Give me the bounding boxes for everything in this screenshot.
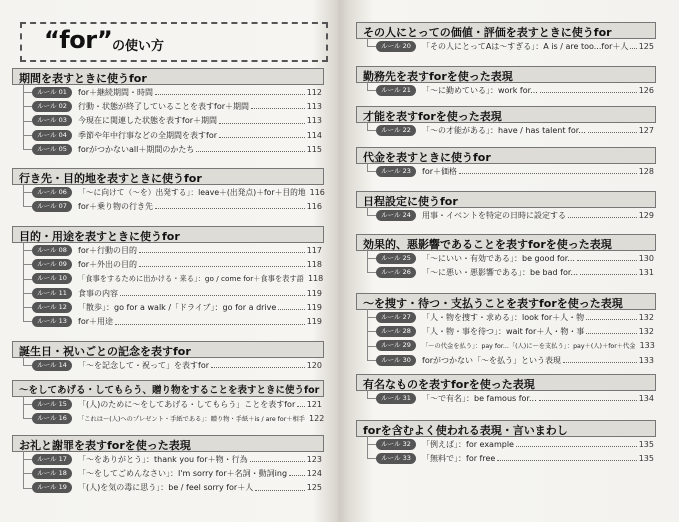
rule-text: 「これは～(人)へのプレゼント・手紙である」：贈り物・手紙＋is / are for＋相手 [78,415,306,423]
tree-branch [367,317,376,318]
rule-text: for＋用途 [78,317,113,327]
toc-rule-row[interactable] [356,451,656,465]
page-number: 134 [638,393,654,403]
tree-branch [23,279,32,280]
toc-rule-row[interactable] [356,339,656,353]
section-heading: 誕生日・祝いごとの記念を表すfor [12,341,324,358]
rule-tag: ルール 12 [32,302,72,313]
section-heading: 効果的、悪影響であることを表すforを使った表現 [356,234,656,251]
page-number: 133 [638,355,654,365]
toc-rule-row[interactable] [356,164,656,178]
rule-text: 食事の内容 [78,288,118,298]
leader-dots [155,89,305,95]
page-number: 133 [639,341,655,351]
rule-text: for＋外出の目的 [78,259,137,269]
leader-dots [120,290,305,296]
toc-rule-row[interactable] [356,251,656,265]
toc-rule-row[interactable] [356,437,656,451]
toc-rule-row[interactable] [12,99,324,113]
tree-branch [23,473,32,474]
rule-text: forがつかない「～を払う」という表現 [422,355,561,365]
page-number: 126 [638,85,654,95]
rule-tag: ルール 08 [32,245,72,256]
toc-rule-row[interactable] [12,257,324,271]
section-heading: お礼と謝罪を表すforを使った表現 [12,435,324,452]
tree-branch [367,272,376,273]
toc-rule-row[interactable] [356,39,656,53]
page-number: 128 [638,166,654,176]
leader-dots [586,314,637,320]
page-number: 122 [309,413,325,423]
leader-dots [196,146,304,152]
toc-section [356,374,656,405]
tree-branch [367,360,376,361]
page-number: 120 [306,360,322,370]
page-number: 129 [638,210,654,220]
leader-dots [630,43,636,49]
toc-section [356,147,656,178]
tree-branch [23,365,32,366]
toc-rule-row[interactable] [12,358,324,372]
toc-section [12,68,324,156]
rule-tag: ルール 13 [32,316,72,327]
rule-tag: ルール 30 [376,355,416,366]
tree-branch [23,488,32,489]
rule-text: 「～を記念して・祝って」を表すfor [78,360,209,370]
rule-tag: ルール 18 [32,468,72,479]
page-number: 116 [306,201,322,211]
toc-rule-row[interactable] [12,142,324,156]
rule-tag: ルール 06 [32,187,72,198]
tree-branch [367,444,376,445]
rule-tag: ルール 11 [32,288,72,299]
rule-text: 「～に向けて（～を）出発する」：leave＋(出発点)＋for＋目的地 [78,187,306,197]
leader-dots [539,395,637,401]
rule-tag: ルール 23 [376,166,416,177]
tree-branch [23,92,32,93]
toc-rule-row[interactable] [356,310,656,324]
toc-rule-row[interactable] [356,208,656,222]
tree-branch [367,46,376,47]
title-box [20,22,328,62]
title-rest: の使い方 [112,39,165,54]
left-page [12,0,324,522]
toc-rule-row[interactable] [12,286,324,300]
rule-text: 「人・物・事を待つ」：wait for＋人・物・事 [422,326,585,336]
rule-text: for＋継続期間・時間 [78,87,153,97]
toc-section [356,106,656,137]
tree-branch [23,106,32,107]
tree-branch [23,250,32,251]
toc-rule-row[interactable] [12,452,324,466]
leader-dots [459,168,637,174]
rule-text: 「散歩」：go for a walk /「ドライブ」：go for a drive [78,302,277,312]
title-for: “for” [44,26,113,54]
rule-text: forがつかないall＋期間のかたち [78,144,195,154]
page-number: 132 [638,326,654,336]
toc-section [12,380,324,426]
page-number: 116 [309,187,325,197]
toc-rule-row[interactable] [12,411,324,425]
section-heading: 期間を表すときに使うfor [12,68,324,85]
rule-text: for＋価格 [422,166,457,176]
toc-rule-row[interactable] [356,324,656,338]
right-page [356,0,656,522]
rule-text: 「人・物を捜す・求める」：look for＋人・物 [422,312,585,322]
toc-section [356,293,656,367]
toc-section [356,420,656,466]
page-number: 124 [306,468,322,478]
leader-dots [586,328,636,334]
leader-dots [139,261,305,267]
tree-branch [23,321,32,322]
toc-rule-row[interactable] [12,199,324,213]
rule-tag: ルール 17 [32,454,72,465]
leader-dots [278,304,304,310]
rule-tag: ルール 14 [32,360,72,371]
leader-dots [516,441,637,447]
leader-dots [289,470,305,476]
rule-tag: ルール 32 [376,439,416,450]
rule-tag: ルール 04 [32,130,72,141]
leader-dots [139,247,305,253]
tree-branch [23,404,32,405]
leader-dots [497,455,636,461]
page-number: 131 [638,267,654,277]
toc-rule-row[interactable] [356,83,656,97]
section-heading: ～をしてあげる・してもらう、贈り物をすることを表すときに使うfor [12,380,324,397]
rule-tag: ルール 16 [32,413,72,424]
leader-dots [568,212,637,218]
tree-branch [23,293,32,294]
rule-tag: ルール 27 [376,312,416,323]
leader-dots [250,456,305,462]
rule-tag: ルール 25 [376,253,416,264]
page-number: 125 [638,41,654,51]
page-number: 117 [306,245,322,255]
section-heading: 才能を表すforを使った表現 [356,106,656,123]
page-number: 125 [306,483,322,493]
leader-dots [540,87,637,93]
rule-text: 今現在に関連した状態を表すfor＋期間 [78,116,217,126]
tree-branch [23,192,32,193]
leader-dots [297,401,304,407]
rule-tag: ルール 24 [376,210,416,221]
toc-rule-row[interactable] [12,185,324,199]
rule-tag: ルール 09 [32,259,72,270]
toc-section [356,191,656,222]
leader-dots [563,357,637,363]
toc-section [356,66,656,97]
leader-dots [580,269,637,275]
rule-text: 「～に悪い・悪影響である」：be bad for... [422,267,579,277]
section-heading: 行き先・目的地を表すときに使うfor [12,168,324,185]
rule-text: 用事・イベントを特定の日時に設定する [422,210,566,220]
toc-rule-row[interactable] [356,353,656,367]
page-number: 115 [306,144,322,154]
page-number: 112 [306,87,322,97]
leader-dots [588,127,637,133]
toc-rule-row[interactable] [12,272,324,286]
toc-section [12,226,324,329]
page-number: 118 [307,274,324,284]
section-heading: その人にとっての価値・評価を表すときに使うfor [356,22,656,39]
toc-rule-row[interactable] [12,128,324,142]
page-number: 127 [638,125,654,135]
page-number: 119 [306,317,322,327]
section-heading: ～を捜す・待つ・支払うことを表すforを使った表現 [356,293,656,310]
page-number: 130 [638,253,654,263]
rule-tag: ルール 21 [376,85,416,96]
page-number: 121 [306,399,322,409]
rule-text: 「～に勤めている」：work for... [422,85,538,95]
tree-branch [367,171,376,172]
rule-tag: ルール 07 [32,201,72,212]
toc-rule-row[interactable] [12,114,324,128]
leader-dots [255,485,304,491]
leader-dots [155,203,305,209]
rule-text: 「無料で」：for free [422,453,496,463]
page-number: 123 [306,454,322,464]
rule-tag: ルール 01 [32,87,72,98]
toc-rule-row[interactable] [356,391,656,405]
rule-text: 「～にいい・有効である」：be good for... [422,253,575,263]
leader-dots [211,362,305,368]
tree-branch [367,215,376,216]
toc-section [356,22,656,53]
leader-dots [577,255,637,261]
page-number: 135 [638,453,654,463]
tree-branch [23,307,32,308]
section-heading: forを含むよく使われる表現・言いまわし [356,420,656,437]
tree-branch [367,398,376,399]
rule-tag: ルール 20 [376,41,416,52]
toc-section [12,341,324,372]
page-number: 119 [306,302,322,312]
tree-branch [23,206,32,207]
toc-section [356,234,656,280]
leader-dots [115,319,305,325]
rule-text: 「(人)を気の毒に思う」：be / feel sorry for＋人 [78,483,254,493]
page-number: 135 [638,439,654,449]
rule-text: 行動・状態が終了していることを表すfor＋期間 [78,101,249,111]
toc-section [12,168,324,214]
rule-tag: ルール 26 [376,267,416,278]
rule-tag: ルール 29 [376,340,416,351]
rule-text: 「～の才能がある」：have / has talent for... [422,125,586,135]
rule-tag: ルール 10 [32,273,72,284]
tree-branch [23,264,32,265]
rule-text: for＋行動の目的 [78,245,137,255]
rule-text: 「～の代金を払う」：pay for...「(人)に～を支払う」：pay＋(人)＋for＋代金 [422,343,636,351]
page-number: 113 [306,116,322,126]
tree-branch [23,459,32,460]
tree-branch [367,346,376,347]
tree-branch [367,130,376,131]
rule-text: 「その人にとってAは～すぎる」：A is / are too...for＋人 [422,41,629,51]
tree-branch [23,418,32,419]
rule-text: 「(人)のために～をしてあげる・してもらう」ことを表すfor [78,399,296,409]
toc-rule-row[interactable] [12,243,324,257]
tree-branch [367,90,376,91]
tree-branch [23,121,32,122]
rule-tag: ルール 05 [32,144,72,155]
rule-tag: ルール 28 [376,326,416,337]
tree-branch [23,149,32,150]
section-heading: 代金を表すときに使うfor [356,147,656,164]
toc-rule-row[interactable] [356,265,656,279]
rule-text: 「～をありがとう」：thank you for＋物・行為 [78,454,248,464]
leader-dots [251,103,305,109]
rule-tag: ルール 33 [376,453,416,464]
leader-dots [219,118,305,124]
rule-text: 「～で有名」：be famous for... [422,393,537,403]
rule-text: 「例えば」：for example [422,439,514,449]
toc-rule-row[interactable] [12,300,324,314]
section-heading: 勤務先を表すforを使った表現 [356,66,656,83]
section-heading: 有名なものを表すforを使った表現 [356,374,656,391]
tree-branch [23,135,32,136]
toc-section [12,435,324,495]
rule-tag: ルール 03 [32,115,72,126]
tree-branch [367,258,376,259]
page-number: 118 [306,259,322,269]
leader-dots [219,132,305,138]
rule-text: for＋乗り物の行き先 [78,201,153,211]
toc-rule-row[interactable] [12,314,324,328]
tree-branch [367,458,376,459]
toc-rule-row[interactable] [12,397,324,411]
rule-text: 「食事をするために出かける・来る」：go / come for＋食事を表す語 [78,273,304,283]
toc-rule-row[interactable] [12,481,324,495]
rule-tag: ルール 15 [32,399,72,410]
rule-text: 「～をしてごめんなさい」：I'm sorry for＋名詞・動詞ing [78,468,288,478]
rule-tag: ルール 31 [376,393,416,404]
toc-rule-row[interactable] [356,123,656,137]
toc-rule-row[interactable] [12,85,324,99]
rule-text: 季節や年中行事などの全期間を表すfor [78,130,217,140]
toc-rule-row[interactable] [12,466,324,480]
rule-tag: ルール 02 [32,101,72,112]
page-number: 113 [306,101,322,111]
page-number: 132 [638,312,654,322]
section-heading: 目的・用途を表すときに使うfor [12,226,324,243]
page-number: 119 [306,288,322,298]
tree-branch [367,331,376,332]
page-number: 114 [306,130,322,140]
section-heading: 日程設定に使うfor [356,191,656,208]
rule-tag: ルール 22 [376,125,416,136]
rule-tag: ルール 19 [32,482,72,493]
